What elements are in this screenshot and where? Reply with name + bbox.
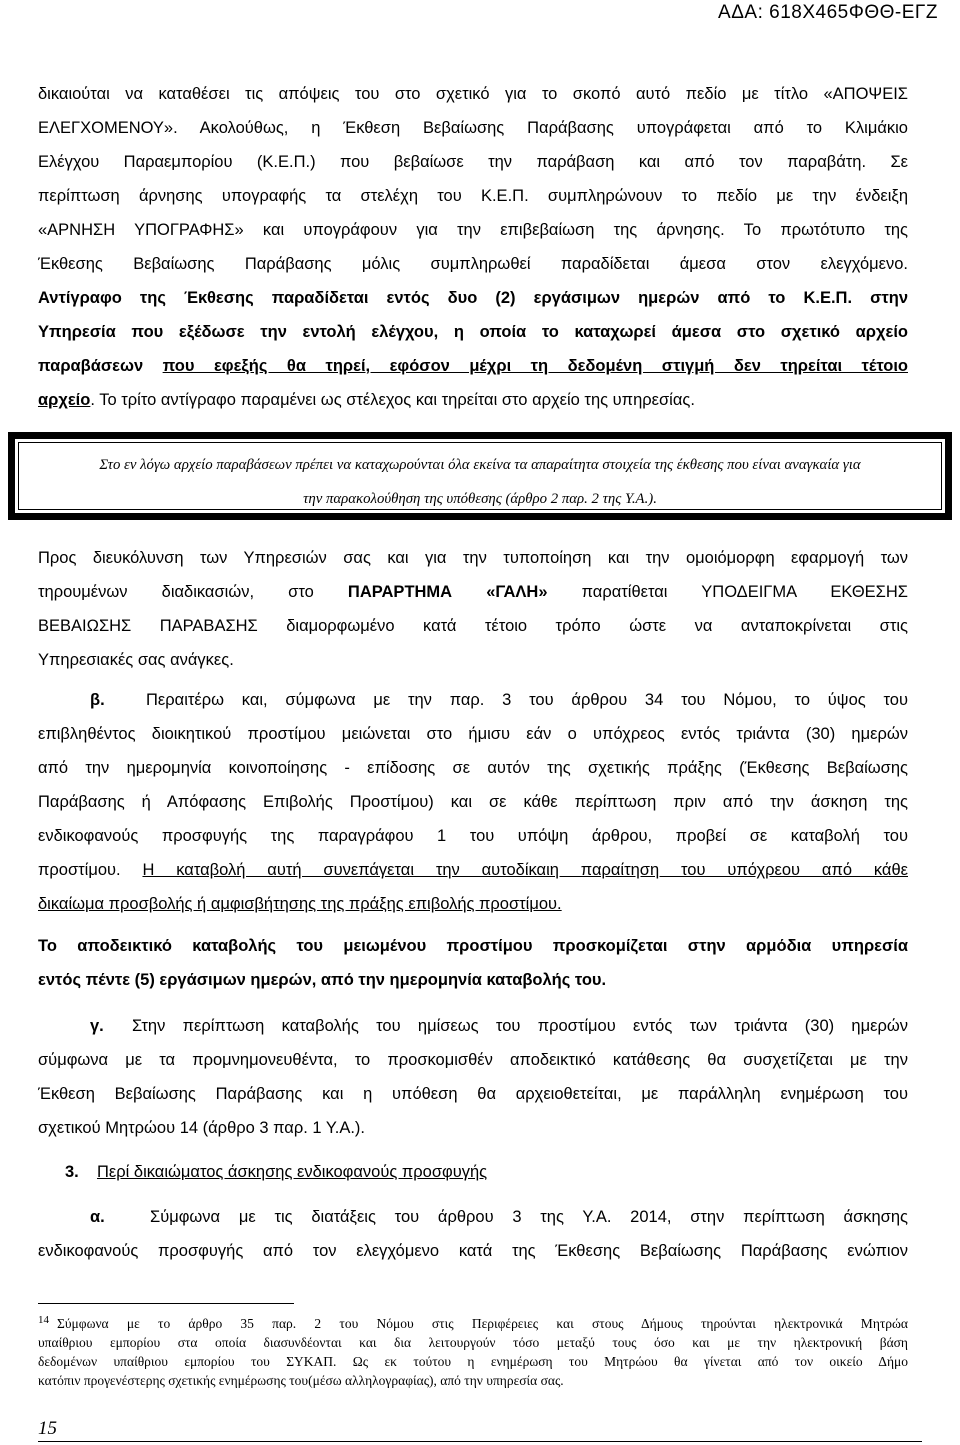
footnote-14	[38, 1314, 908, 1390]
section-title: Περί δικαιώματος άσκησης ενδικοφανούς προσφυγής	[97, 1163, 488, 1181]
text: Στην περίπτωση καταβολής του ημίσεως του προστίμου εντός των τριάντα (30) ημερών	[132, 1017, 908, 1035]
text: Περαιτέρω και, σύμφωνα με την παρ. 3 του άρθρου 34 του Νόμου, το ύψος του	[146, 691, 908, 709]
section-heading-line	[38, 1155, 908, 1189]
text-line	[38, 887, 908, 921]
text: Σύμφωνα με το άρθρο 35 παρ. 2 του Νόμου στις Περιφέρειες και στους Δήμους τηρούνται ηλεκτρονικά Μητρώα	[57, 1316, 908, 1331]
annex-reference: ΠΑΡΑΡΤΗΜΑ «ΓΑΛΗ»	[347, 583, 548, 601]
paragraph-a-appeal	[38, 1200, 908, 1268]
text-line-mixed	[38, 383, 908, 417]
text-line: επιβληθέντος διοικητικού προστίμου μειώνεται στο ήμισυ εάν ο υπόχρεος εντός τριάντα (30) ημερών	[38, 725, 908, 743]
footnote-separator	[38, 1303, 294, 1304]
bold-underlined-text: αρχείο	[38, 391, 91, 409]
text-line-bold: εντός πέντε (5) εργάσιμων ημερών, από την ημερομηνία καταβολής του.	[38, 971, 607, 989]
text-line: από την ημερομηνία κοινοποίησης - επίδοσης σε αυτόν της σχετικής πράξης (Έκθεσης Βεβαίωσης	[38, 759, 908, 777]
text-line: σχετικού Μητρώου 14 (άρθρο 3 παρ. 1 Υ.Α.).	[38, 1119, 366, 1137]
paragraph-template-annex	[38, 541, 908, 677]
bold-text: παραβάσεων	[38, 357, 163, 375]
text-line: Έκθεσης Βεβαίωσης Παράβασης μόλις συμπληρωθεί παραδίδεται άμεσα στον ελεγχόμενο.	[38, 255, 908, 273]
note-line: την παρακολούθηση της υπόθεσης (άρθρο 2 παρ. 2 της Υ.Α.).	[303, 491, 657, 507]
footnote-line: κατόπιν προγενέστερης σχετικής ενημέρωσης του(μέσω αλληλογραφίας), από την υπηρεσία σας.	[38, 1373, 564, 1388]
text-line: Υπηρεσιακές σας ανάγκες.	[38, 651, 234, 669]
text-line-mixed	[38, 349, 908, 383]
item-marker: β.	[90, 691, 105, 709]
page-footer-rule	[38, 1441, 922, 1442]
text-line-marked	[38, 1009, 908, 1043]
text-line: Ελέγχου Παραεμπορίου (Κ.Ε.Π.) που βεβαίωσε την παράβαση και από τον παραβάτη. Σε	[38, 153, 908, 171]
text-line: Έκθεση Βεβαίωσης Παράβασης και η υπόθεση θα αρχειοθετείται, με παράλληλη ενημέρωση του	[38, 1085, 908, 1103]
page-number: 15	[38, 1418, 57, 1439]
bold-underlined-text: που εφεξής θα τηρεί, εφόσον μέχρι τη δεδομένη στιγμή δεν τηρείται τέτοιο	[162, 357, 908, 375]
ada-header: ΑΔΑ: 618Χ465ΦΘΘ-ΕΓΖ	[718, 2, 938, 23]
text-line-mixed	[38, 575, 908, 609]
footnote-line: δεδομένων υπαίθριου εμπορίου του ΣΥΚΑΠ. Ως εκ τούτου η ενημέρωση του Μητρώου θα γίνεται από τον οικείο Δήμο	[38, 1354, 908, 1369]
text-line: Προς διευκόλυνση των Υπηρεσιών σας και για την τυποποίηση και την ομοιόμορφη εφαρμογή των	[38, 549, 908, 567]
underlined-text: δικαίωμα προσβολής ή αμφισβήτησης της πράξης επιβολής προστίμου.	[38, 895, 562, 913]
footnote-number: 14	[38, 1313, 49, 1326]
paragraph-complaint-procedure	[38, 77, 908, 417]
item-marker: γ.	[90, 1017, 104, 1035]
text-line-bold: Υπηρεσία που εξέδωσε την εντολή ελέγχου, η οποία το καταχωρεί άμεσα στο σχετικό αρχείο	[38, 323, 908, 341]
text-line: δικαιούται να καταθέσει τις απόψεις του στο σχετικό για το σκοπό αυτό πεδίο με τίτλο «ΑΠΟΨΕΙΣ	[38, 85, 908, 103]
text-line-marked	[38, 1200, 908, 1234]
paragraph-c-half-payment	[38, 1009, 908, 1145]
text-line: περίπτωση άρνησης υπογραφής τα στελέχη του Κ.Ε.Π. συμπληρώνουν το πεδίο με την ένδειξη	[38, 187, 908, 205]
text: Σύμφωνα με τις διατάξεις του άρθρου 3 της Υ.Α. 2014, στην περίπτωση άσκησης	[150, 1208, 908, 1226]
footnote-line: υπαίθριου εμπορίου στα οποία διασυνδέονται και δια λειτουργούν τόσο μεταξύ τους όσο και με την ηλεκτρονική βάση	[38, 1335, 908, 1350]
text: παρατίθεται ΥΠΟΔΕΙΓΜΑ ΕΚΘΕΣΗΣ	[547, 583, 908, 601]
footnote-line	[38, 1314, 908, 1333]
underlined-text: Η καταβολή αυτή συνεπάγεται την αυτοδίκαιη παραίτηση του υπόχρεου από κάθε	[142, 861, 908, 879]
item-marker: α.	[90, 1208, 105, 1226]
text: τηρουμένων διαδικασιών, στο	[38, 583, 348, 601]
paragraph-payment-proof	[38, 929, 908, 997]
text: . Το τρίτο αντίγραφο παραμένει ως στέλεχος και τηρείται στο αρχείο της υπηρεσίας.	[90, 391, 695, 409]
text-line: ενδικοφανούς προσφυγής της παραγράφου 1 του υπόψη άρθρου, προβεί σε καταβολή του	[38, 827, 908, 845]
text-line-marked	[38, 683, 908, 717]
text-line-bold: Αντίγραφο της Έκθεσης παραδίδεται εντός δυο (2) εργάσιμων ημερών από το Κ.Ε.Π. στην	[38, 289, 908, 307]
text-line: Παράβασης ή Απόφασης Επιβολής Προστίμου) και σε κάθε περίπτωση πριν από την άσκηση της	[38, 793, 908, 811]
section-number: 3.	[65, 1163, 79, 1181]
text: προστίμου.	[38, 861, 143, 879]
text-line: ΕΛΕΓΧΟΜΕΝΟΥ». Ακολούθως, η Έκθεση Βεβαίωσης Παράβασης υπογράφεται από το Κλιμάκιο	[38, 119, 908, 137]
section-heading-3	[38, 1155, 908, 1189]
text-line: ΒΕΒΑΙΩΣΗΣ ΠΑΡΑΒΑΣΗΣ διαμορφωμένο κατά τέτοιο τρόπο ώστε να ανταποκρίνεται στις	[38, 617, 908, 635]
paragraph-b-reduced-fine	[38, 683, 908, 921]
text-line-mixed	[38, 853, 908, 887]
note-line: Στο εν λόγω αρχείο παραβάσεων πρέπει να καταχωρούνται όλα εκείνα τα απαραίτητα στοιχεία της έκθεσης που είναι αναγκαία για	[99, 457, 861, 473]
text-line: σύμφωνα με τα προμνημονευθέντα, το προσκομισθέν αποδεικτικό κατάθεσης θα συσχετίζεται με την	[38, 1051, 908, 1069]
text-line-bold: Το αποδεικτικό καταβολής του μειωμένου προστίμου προσκομίζεται στην αρμόδια υπηρεσία	[38, 937, 908, 955]
text-line: «ΑΡΝΗΣΗ ΥΠΟΓΡΑΦΗΣ» και υπογράφουν για την επιβεβαίωση της άρνησης. Το πρωτότυπο της	[38, 221, 908, 239]
text-line: ενδικοφανούς προσφυγής από τον ελεγχόμενο κατά της Έκθεσης Βεβαίωσης Παράβασης ενώπιον	[38, 1242, 908, 1260]
note-box	[8, 432, 952, 520]
